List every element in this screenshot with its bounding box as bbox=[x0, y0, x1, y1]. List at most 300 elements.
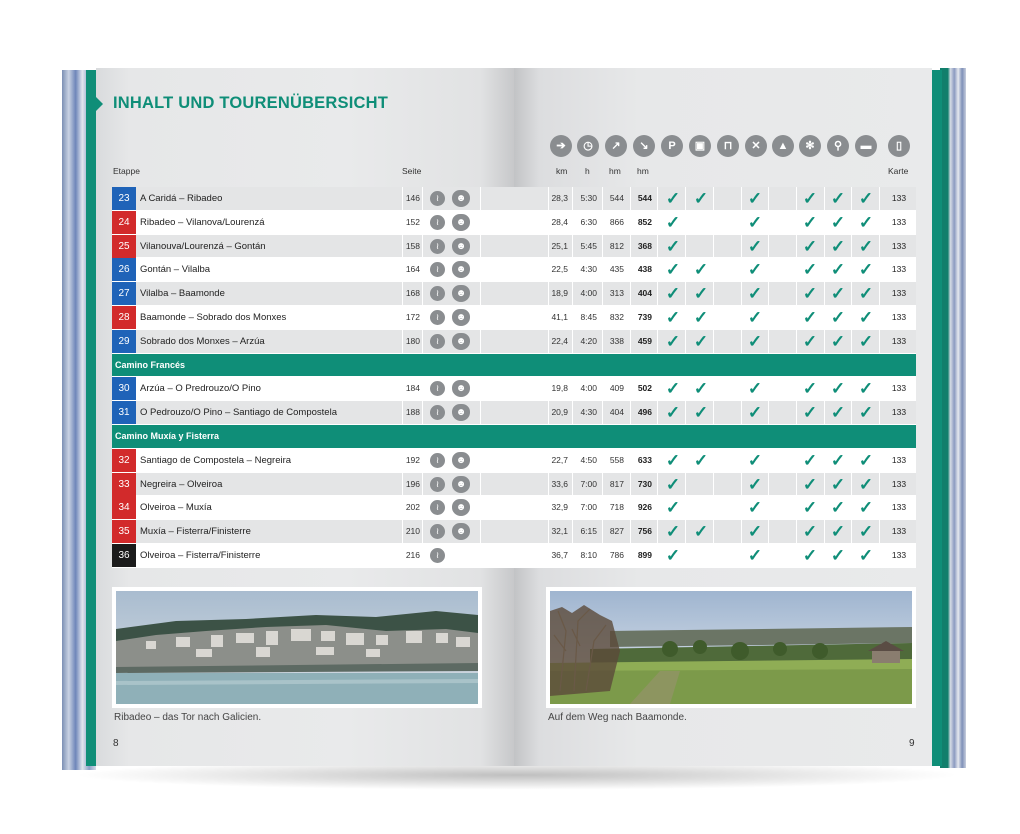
difficulty-icon: ≀ bbox=[430, 381, 445, 396]
column-divider bbox=[422, 235, 423, 258]
table-row bbox=[112, 544, 916, 568]
check-icon: ✓ bbox=[858, 545, 874, 565]
descent-icon: ↘ bbox=[633, 135, 655, 157]
stage-page: 168 bbox=[405, 288, 420, 299]
column-divider bbox=[713, 520, 714, 543]
column-divider bbox=[657, 330, 658, 353]
column-divider bbox=[768, 258, 769, 281]
stage-time: 8:10 bbox=[580, 549, 597, 560]
check-icon: ✓ bbox=[802, 260, 818, 280]
column-divider bbox=[657, 520, 658, 543]
column-divider bbox=[713, 187, 714, 210]
stage-number: 24 bbox=[112, 211, 136, 234]
column-divider bbox=[657, 377, 658, 400]
check-icon: ✓ bbox=[665, 284, 681, 304]
check-icon: ✓ bbox=[858, 403, 874, 423]
check-icon: ✓ bbox=[830, 450, 846, 470]
stage-descent: 633 bbox=[637, 454, 652, 465]
table-row bbox=[112, 258, 916, 282]
column-divider bbox=[741, 449, 742, 472]
summit-icon: ▲ bbox=[772, 135, 794, 157]
stage-name: Muxía – Fisterra/Finisterre bbox=[140, 526, 251, 538]
column-divider bbox=[657, 401, 658, 424]
column-divider bbox=[824, 211, 825, 234]
column-divider bbox=[768, 496, 769, 519]
column-divider bbox=[851, 401, 852, 424]
stage-time: 5:30 bbox=[580, 193, 597, 203]
column-divider bbox=[713, 377, 714, 400]
stage-km: 22,7 bbox=[551, 454, 568, 465]
stage-name: Baamonde – Sobrado dos Monxes bbox=[140, 311, 287, 323]
column-divider bbox=[796, 449, 797, 472]
check-icon: ✓ bbox=[665, 379, 681, 399]
check-icon: ✓ bbox=[802, 284, 818, 304]
parking-icon: P bbox=[661, 135, 683, 157]
difficulty-icon: ≀ bbox=[430, 524, 445, 539]
check-icon: ✓ bbox=[747, 522, 763, 542]
ascent-icon: ↗ bbox=[605, 135, 627, 157]
stage-time: 6:30 bbox=[580, 216, 597, 227]
column-divider bbox=[713, 473, 714, 496]
stage-km: 32,1 bbox=[551, 526, 568, 537]
stage-name: Santiago de Compostela – Negreira bbox=[140, 454, 292, 466]
stage-time: 4:30 bbox=[580, 407, 597, 418]
column-divider bbox=[824, 330, 825, 353]
column-divider bbox=[402, 282, 403, 305]
check-icon: ✓ bbox=[665, 260, 681, 280]
column-divider bbox=[879, 258, 880, 281]
check-icon: ✓ bbox=[747, 212, 763, 232]
stage-time: 7:00 bbox=[580, 478, 597, 489]
column-divider bbox=[768, 544, 769, 567]
column-divider bbox=[657, 449, 658, 472]
stage-ascent: 832 bbox=[609, 311, 624, 322]
column-divider bbox=[879, 330, 880, 353]
check-icon: ✓ bbox=[693, 307, 709, 327]
column-divider bbox=[741, 235, 742, 258]
phone-icon: ▯ bbox=[888, 135, 910, 157]
child-friendly-icon: ☻ bbox=[452, 452, 470, 469]
column-divider bbox=[851, 235, 852, 258]
check-icon: ✓ bbox=[665, 545, 681, 565]
check-icon: ✓ bbox=[858, 284, 874, 304]
column-divider bbox=[824, 187, 825, 210]
check-icon: ✓ bbox=[830, 307, 846, 327]
stage-km: 28,4 bbox=[551, 216, 568, 227]
stage-ascent: 544 bbox=[609, 193, 624, 203]
column-divider bbox=[422, 330, 423, 353]
snow-icon: ✻ bbox=[799, 135, 821, 157]
stage-descent: 438 bbox=[637, 264, 652, 275]
stage-page: 202 bbox=[405, 502, 420, 513]
column-divider bbox=[768, 211, 769, 234]
check-icon: ✓ bbox=[747, 307, 763, 327]
column-divider bbox=[741, 401, 742, 424]
stage-name: Gontán – Vilalba bbox=[140, 264, 211, 276]
section-label: Camino Muxía y Fisterra bbox=[115, 430, 220, 441]
column-divider bbox=[685, 377, 686, 400]
column-divider bbox=[657, 473, 658, 496]
table-row bbox=[112, 520, 916, 544]
baamonde-photo bbox=[546, 587, 916, 708]
check-icon: ✓ bbox=[830, 474, 846, 494]
column-divider bbox=[741, 282, 742, 305]
difficulty-icon: ≀ bbox=[430, 405, 445, 420]
stage-km: 28,3 bbox=[551, 193, 568, 203]
table-row bbox=[112, 211, 916, 235]
check-icon: ✓ bbox=[747, 331, 763, 351]
column-divider bbox=[422, 473, 423, 496]
check-icon: ✓ bbox=[858, 474, 874, 494]
table-row bbox=[112, 306, 916, 330]
stage-ascent: 435 bbox=[609, 264, 624, 275]
stage-name: Negreira – Olveiroa bbox=[140, 478, 223, 490]
column-divider bbox=[685, 520, 686, 543]
column-divider bbox=[402, 544, 403, 567]
column-divider bbox=[879, 282, 880, 305]
stage-time: 6:15 bbox=[580, 526, 597, 537]
column-divider bbox=[796, 258, 797, 281]
column-divider bbox=[480, 377, 481, 400]
stage-map: 133 bbox=[891, 549, 907, 560]
stage-descent: 404 bbox=[637, 288, 652, 299]
stage-number: 25 bbox=[112, 235, 136, 258]
caption-right: Auf dem Weg nach Baamonde. bbox=[548, 712, 687, 723]
difficulty-icon: ≀ bbox=[430, 477, 445, 492]
check-icon: ✓ bbox=[665, 403, 681, 423]
column-divider bbox=[402, 187, 403, 210]
column-divider bbox=[768, 377, 769, 400]
column-divider bbox=[796, 520, 797, 543]
stage-time: 4:00 bbox=[580, 383, 597, 394]
column-divider bbox=[713, 306, 714, 329]
check-icon: ✓ bbox=[747, 189, 763, 208]
column-divider bbox=[402, 377, 403, 400]
table-row bbox=[112, 330, 916, 354]
stage-number: 33 bbox=[112, 473, 136, 496]
column-divider bbox=[422, 187, 423, 210]
stage-page: 152 bbox=[405, 216, 420, 227]
check-icon: ✓ bbox=[830, 212, 846, 232]
column-divider bbox=[824, 258, 825, 281]
stage-ascent: 404 bbox=[609, 407, 624, 418]
stage-ascent: 409 bbox=[609, 383, 624, 394]
check-icon: ✓ bbox=[830, 379, 846, 399]
stage-km: 22,5 bbox=[551, 264, 568, 275]
column-divider bbox=[713, 449, 714, 472]
stage-time: 5:45 bbox=[580, 240, 597, 251]
stage-km: 22,4 bbox=[551, 335, 568, 346]
column-divider bbox=[851, 330, 852, 353]
stage-page: 164 bbox=[405, 264, 420, 275]
column-divider bbox=[741, 211, 742, 234]
stage-name: Ribadeo – Vilanova/Lourenzá bbox=[140, 216, 265, 228]
check-icon: ✓ bbox=[665, 522, 681, 542]
column-divider bbox=[796, 330, 797, 353]
column-divider bbox=[824, 544, 825, 567]
column-divider bbox=[657, 282, 658, 305]
check-icon: ✓ bbox=[858, 450, 874, 470]
column-divider bbox=[796, 377, 797, 400]
column-divider bbox=[685, 544, 686, 567]
check-icon: ✓ bbox=[665, 474, 681, 494]
check-icon: ✓ bbox=[802, 236, 818, 256]
column-divider bbox=[402, 449, 403, 472]
table-row bbox=[112, 282, 916, 306]
column-divider bbox=[768, 473, 769, 496]
stage-number: 29 bbox=[112, 330, 136, 353]
column-divider bbox=[824, 235, 825, 258]
column-divider bbox=[824, 401, 825, 424]
check-icon: ✓ bbox=[693, 522, 709, 542]
column-divider bbox=[657, 544, 658, 567]
column-divider bbox=[685, 306, 686, 329]
stage-ascent: 827 bbox=[609, 526, 624, 537]
stage-name: Olveiroa – Muxía bbox=[140, 502, 212, 514]
column-divider bbox=[879, 211, 880, 234]
stage-time: 8:45 bbox=[580, 311, 597, 322]
table-row bbox=[112, 473, 916, 497]
check-icon: ✓ bbox=[858, 260, 874, 280]
column-divider bbox=[480, 258, 481, 281]
column-divider bbox=[741, 377, 742, 400]
child-friendly-icon: ☻ bbox=[452, 499, 470, 516]
restaurant-icon: ✕ bbox=[745, 135, 767, 157]
stage-time: 4:20 bbox=[580, 335, 597, 346]
section-label: Camino Francés bbox=[115, 359, 186, 370]
check-icon: ✓ bbox=[747, 474, 763, 494]
column-divider bbox=[768, 235, 769, 258]
stage-descent: 730 bbox=[637, 478, 652, 489]
difficulty-icon: ≀ bbox=[430, 239, 445, 254]
column-divider bbox=[851, 520, 852, 543]
check-icon: ✓ bbox=[830, 236, 846, 256]
child-friendly-icon: ☻ bbox=[452, 190, 470, 207]
table-row bbox=[112, 187, 916, 211]
column-divider bbox=[422, 282, 423, 305]
column-divider bbox=[713, 544, 714, 567]
stage-descent: 496 bbox=[637, 407, 652, 418]
clock-icon: ◷ bbox=[577, 135, 599, 157]
column-divider bbox=[685, 282, 686, 305]
column-divider bbox=[657, 235, 658, 258]
stage-time: 4:50 bbox=[580, 454, 597, 465]
check-icon: ✓ bbox=[830, 260, 846, 280]
check-icon: ✓ bbox=[665, 212, 681, 232]
stage-page: 210 bbox=[405, 526, 420, 537]
column-divider bbox=[685, 449, 686, 472]
check-icon: ✓ bbox=[693, 260, 709, 280]
column-divider bbox=[768, 520, 769, 543]
header-etappe: Etappe bbox=[113, 166, 140, 176]
column-divider bbox=[713, 211, 714, 234]
column-divider bbox=[685, 496, 686, 519]
check-icon: ✓ bbox=[747, 236, 763, 256]
column-divider bbox=[713, 282, 714, 305]
column-divider bbox=[480, 496, 481, 519]
column-divider bbox=[480, 330, 481, 353]
check-icon: ✓ bbox=[830, 522, 846, 542]
check-icon: ✓ bbox=[747, 284, 763, 304]
stage-descent: 544 bbox=[637, 193, 652, 203]
column-divider bbox=[402, 473, 403, 496]
check-icon: ✓ bbox=[802, 331, 818, 351]
check-icon: ✓ bbox=[693, 450, 709, 470]
child-friendly-icon: ☻ bbox=[452, 523, 470, 540]
check-icon: ✓ bbox=[858, 236, 874, 256]
stage-name: Sobrado dos Monxes – Arzúa bbox=[140, 335, 265, 347]
column-divider bbox=[741, 544, 742, 567]
page-number-right: 9 bbox=[909, 738, 915, 749]
column-divider bbox=[879, 235, 880, 258]
column-divider bbox=[480, 306, 481, 329]
stage-km: 36,7 bbox=[551, 549, 568, 560]
column-divider bbox=[824, 520, 825, 543]
column-divider bbox=[741, 520, 742, 543]
check-icon: ✓ bbox=[802, 498, 818, 518]
column-divider bbox=[796, 544, 797, 567]
baamonde-photo-image bbox=[550, 591, 912, 704]
column-divider bbox=[851, 211, 852, 234]
check-icon: ✓ bbox=[665, 307, 681, 327]
column-divider bbox=[422, 544, 423, 567]
page-number-left: 8 bbox=[113, 738, 119, 749]
stage-km: 32,9 bbox=[551, 502, 568, 513]
column-divider bbox=[768, 187, 769, 210]
column-divider bbox=[480, 449, 481, 472]
column-divider bbox=[824, 496, 825, 519]
stage-ascent: 817 bbox=[609, 478, 624, 489]
stage-map: 133 bbox=[891, 478, 907, 489]
bike-icon: ⚲ bbox=[827, 135, 849, 157]
check-icon: ✓ bbox=[802, 522, 818, 542]
check-icon: ✓ bbox=[858, 522, 874, 542]
column-divider bbox=[851, 306, 852, 329]
check-icon: ✓ bbox=[802, 379, 818, 399]
column-divider bbox=[422, 211, 423, 234]
child-friendly-icon: ☻ bbox=[452, 285, 470, 302]
stage-page: 172 bbox=[405, 311, 420, 322]
stage-descent: 926 bbox=[637, 502, 652, 513]
stage-page: 146 bbox=[405, 193, 420, 203]
stage-ascent: 338 bbox=[609, 335, 624, 346]
stage-descent: 368 bbox=[637, 240, 652, 251]
check-icon: ✓ bbox=[802, 307, 818, 327]
column-divider bbox=[851, 544, 852, 567]
section-header bbox=[112, 425, 916, 449]
column-divider bbox=[879, 306, 880, 329]
difficulty-icon: ≀ bbox=[430, 262, 445, 277]
column-divider bbox=[402, 306, 403, 329]
stage-time: 7:00 bbox=[580, 502, 597, 513]
stage-time: 4:30 bbox=[580, 264, 597, 275]
check-icon: ✓ bbox=[665, 498, 681, 518]
column-divider bbox=[796, 187, 797, 210]
column-divider bbox=[768, 449, 769, 472]
stage-page: 192 bbox=[405, 454, 420, 465]
column-divider bbox=[713, 401, 714, 424]
column-divider bbox=[713, 330, 714, 353]
header-hm-down: hm bbox=[637, 166, 649, 176]
stage-time: 4:00 bbox=[580, 288, 597, 299]
difficulty-icon: ≀ bbox=[430, 286, 445, 301]
column-divider bbox=[402, 496, 403, 519]
stage-name: Vilalba – Baamonde bbox=[140, 288, 225, 300]
left-teal-strip bbox=[86, 70, 96, 766]
stage-map: 133 bbox=[891, 240, 907, 251]
difficulty-icon: ≀ bbox=[430, 215, 445, 230]
page-title: INHALT UND TOURENÜBERSICHT bbox=[113, 94, 389, 112]
column-divider bbox=[741, 496, 742, 519]
column-divider bbox=[741, 187, 742, 210]
column-divider bbox=[741, 258, 742, 281]
check-icon: ✓ bbox=[802, 545, 818, 565]
column-divider bbox=[768, 330, 769, 353]
check-icon: ✓ bbox=[665, 331, 681, 351]
stage-map: 133 bbox=[891, 311, 907, 322]
stage-ascent: 558 bbox=[609, 454, 624, 465]
stage-number: 34 bbox=[112, 496, 136, 519]
check-icon: ✓ bbox=[693, 284, 709, 304]
check-icon: ✓ bbox=[830, 189, 846, 208]
header-h: h bbox=[585, 166, 590, 176]
stage-name: O Pedrouzo/O Pino – Santiago de Compostela bbox=[140, 407, 337, 419]
column-divider bbox=[422, 306, 423, 329]
child-friendly-icon: ☻ bbox=[452, 309, 470, 326]
section-header bbox=[112, 354, 916, 378]
cable-car-icon: ⊓ bbox=[717, 135, 739, 157]
check-icon: ✓ bbox=[858, 498, 874, 518]
check-icon: ✓ bbox=[693, 379, 709, 399]
stage-descent: 459 bbox=[637, 335, 652, 346]
column-divider bbox=[824, 473, 825, 496]
check-icon: ✓ bbox=[665, 450, 681, 470]
column-divider bbox=[713, 235, 714, 258]
check-icon: ✓ bbox=[858, 379, 874, 399]
stage-descent: 899 bbox=[637, 549, 652, 560]
child-friendly-icon: ☻ bbox=[452, 333, 470, 350]
stage-ascent: 718 bbox=[609, 502, 624, 513]
check-icon: ✓ bbox=[665, 236, 681, 256]
column-divider bbox=[685, 235, 686, 258]
column-divider bbox=[796, 473, 797, 496]
stage-descent: 739 bbox=[637, 311, 652, 322]
column-divider bbox=[768, 282, 769, 305]
column-divider bbox=[796, 235, 797, 258]
column-divider bbox=[796, 306, 797, 329]
bed-icon: ▬ bbox=[855, 135, 877, 157]
difficulty-icon: ≀ bbox=[430, 548, 445, 563]
difficulty-icon: ≀ bbox=[430, 334, 445, 349]
header-karte: Karte bbox=[888, 166, 909, 176]
difficulty-icon: ≀ bbox=[430, 500, 445, 515]
stage-page: 158 bbox=[405, 240, 420, 251]
column-divider bbox=[685, 211, 686, 234]
stage-km: 18,9 bbox=[551, 288, 568, 299]
stage-number: 32 bbox=[112, 449, 136, 472]
stage-ascent: 313 bbox=[609, 288, 624, 299]
stage-page: 188 bbox=[405, 407, 420, 418]
table-row bbox=[112, 449, 916, 473]
column-divider bbox=[824, 449, 825, 472]
column-divider bbox=[879, 520, 880, 543]
check-icon: ✓ bbox=[858, 307, 874, 327]
column-divider bbox=[480, 282, 481, 305]
column-divider bbox=[685, 401, 686, 424]
stage-number: 23 bbox=[112, 187, 136, 210]
stage-number: 31 bbox=[112, 401, 136, 424]
column-divider bbox=[796, 496, 797, 519]
